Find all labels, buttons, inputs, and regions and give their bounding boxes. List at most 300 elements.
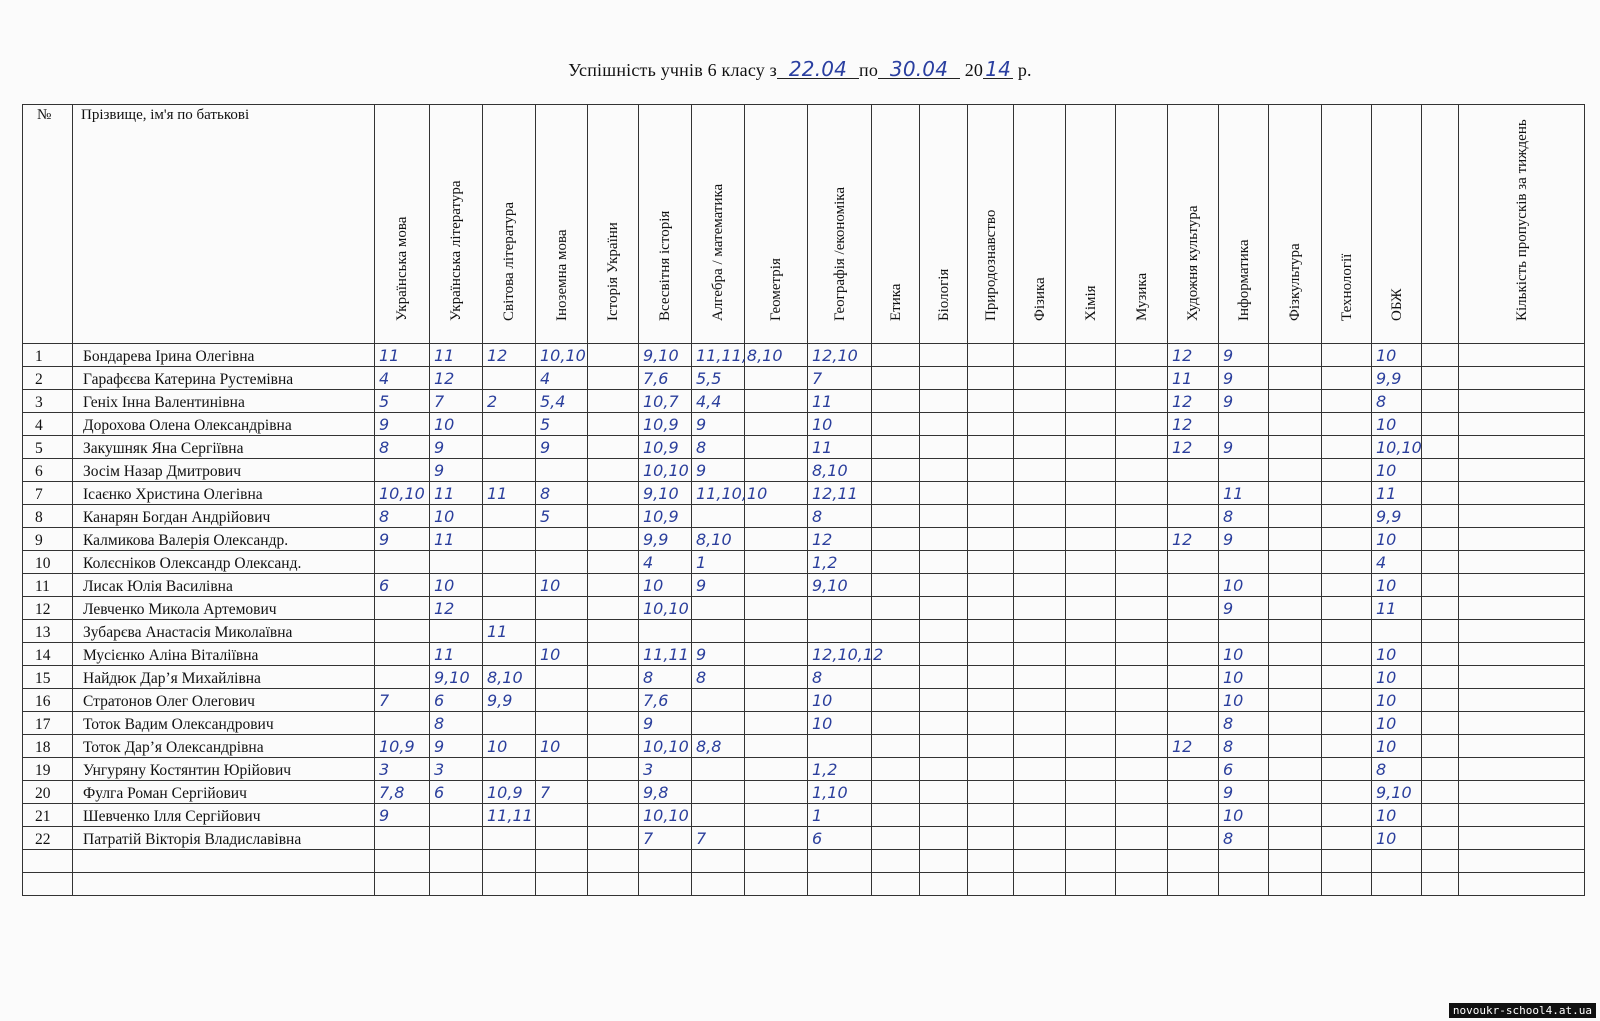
grade-cell (692, 505, 745, 528)
grade-cell: 12 (430, 367, 483, 390)
grade-cell (588, 344, 639, 367)
grade-cell (872, 850, 920, 873)
grade-cell (1322, 781, 1372, 804)
grade-cell: 8 (430, 712, 483, 735)
grade-cell (1219, 413, 1269, 436)
student-name: Геніх Інна Валентинівна (73, 390, 375, 413)
grade-cell (872, 781, 920, 804)
grade-cell (968, 551, 1014, 574)
grade-cell (1422, 689, 1459, 712)
grade-cell: 10,10 (639, 597, 692, 620)
grade-cell (968, 873, 1014, 896)
grade-cell (375, 850, 430, 873)
grade-cell (1322, 390, 1372, 413)
grade-cell (1459, 505, 1585, 528)
grade-cell: 5,5 (692, 367, 745, 390)
grade-cell (588, 712, 639, 735)
grade-cell: 10 (1219, 574, 1269, 597)
header-subject (745, 105, 808, 344)
grade-cell (1322, 712, 1372, 735)
grade-cell: 12 (1168, 413, 1219, 436)
grade-cell: 9 (1219, 344, 1269, 367)
grade-cell: 11,11,8,10 (692, 344, 745, 367)
grade-cell (1422, 459, 1459, 482)
grade-cell (430, 804, 483, 827)
grade-cell (588, 689, 639, 712)
header-subject (1219, 105, 1269, 344)
grade-cell (483, 643, 536, 666)
grade-cell (1014, 413, 1066, 436)
grade-cell: 12 (483, 344, 536, 367)
grade-cell (920, 413, 968, 436)
grade-cell: 11,11 (483, 804, 536, 827)
grade-cell (1168, 804, 1219, 827)
grade-cell (872, 666, 920, 689)
title-suffix: р. (1017, 60, 1032, 80)
grade-cell (1014, 735, 1066, 758)
row-number (23, 873, 73, 896)
grade-cell: 11 (430, 643, 483, 666)
grade-cell: 10,9 (375, 735, 430, 758)
grade-cell (483, 413, 536, 436)
header-subject (872, 105, 920, 344)
table-row (23, 643, 1585, 666)
grade-cell (1422, 712, 1459, 735)
grade-cell (430, 827, 483, 850)
grade-cell (536, 758, 588, 781)
grade-cell (430, 620, 483, 643)
grade-cell (968, 413, 1014, 436)
header-subject (920, 105, 968, 344)
grade-cell (1422, 413, 1459, 436)
student-name: Дорохова Олена Олександрівна (73, 413, 375, 436)
grade-cell (1322, 620, 1372, 643)
grade-cell (536, 666, 588, 689)
grade-cell (1116, 666, 1168, 689)
grade-cell (1066, 390, 1116, 413)
grade-cell: 9 (430, 735, 483, 758)
grade-cell (1322, 367, 1372, 390)
grade-cell (1459, 528, 1585, 551)
grade-cell (920, 344, 968, 367)
grade-cell (1168, 873, 1219, 896)
grade-cell (808, 735, 872, 758)
grade-cell (745, 413, 808, 436)
grade-cell (968, 643, 1014, 666)
grade-cell: 12 (1168, 528, 1219, 551)
grade-cell (588, 827, 639, 850)
grade-cell (1422, 850, 1459, 873)
grade-cell: 8 (639, 666, 692, 689)
grade-cell (1116, 643, 1168, 666)
grade-cell (808, 850, 872, 873)
grade-cell (1116, 827, 1168, 850)
grade-cell: 10 (536, 574, 588, 597)
grade-cell (745, 436, 808, 459)
student-name: Унгуряну Костянтин Юрійович (73, 758, 375, 781)
grade-cell (1014, 505, 1066, 528)
header-subject (1066, 105, 1116, 344)
row-number: 14 (23, 643, 73, 666)
grade-cell: 5 (375, 390, 430, 413)
grade-cell (745, 574, 808, 597)
grade-cell (1014, 827, 1066, 850)
subject-label: Кількість пропусків за тиждень (1513, 119, 1530, 321)
grade-cell: 9,9 (639, 528, 692, 551)
grade-cell (588, 597, 639, 620)
header-subject (375, 105, 430, 344)
grade-cell: 9 (430, 436, 483, 459)
subject-label: Технології (1338, 253, 1355, 321)
grade-cell: 12 (808, 528, 872, 551)
grade-cell (1322, 436, 1372, 459)
grade-cell: 11 (430, 482, 483, 505)
grade-cell: 8 (1372, 758, 1422, 781)
grade-cell: 10 (430, 505, 483, 528)
grade-cell (1269, 758, 1322, 781)
table-row (23, 505, 1585, 528)
grade-cell (808, 620, 872, 643)
grade-cell: 8,8 (692, 735, 745, 758)
grade-cell (1014, 482, 1066, 505)
grade-cell (1459, 482, 1585, 505)
grade-cell (692, 804, 745, 827)
grade-cell (920, 781, 968, 804)
grade-cell (1459, 597, 1585, 620)
grade-cell (1459, 551, 1585, 574)
grade-cell: 7 (375, 689, 430, 712)
grade-cell (872, 551, 920, 574)
grade-cell (1459, 850, 1585, 873)
grade-cell (1168, 620, 1219, 643)
grade-cell: 3 (375, 758, 430, 781)
grade-cell: 9 (692, 574, 745, 597)
grade-cell (1269, 459, 1322, 482)
subject-label: Музика (1133, 272, 1150, 321)
grade-cell (588, 482, 639, 505)
grade-cell (968, 689, 1014, 712)
grade-cell (1269, 367, 1322, 390)
grade-cell: 6 (1219, 758, 1269, 781)
grade-cell (1116, 459, 1168, 482)
subject-label: ОБЖ (1388, 288, 1405, 321)
grade-cell (920, 712, 968, 735)
grade-cell (1459, 689, 1585, 712)
grade-cell (1269, 482, 1322, 505)
grade-cell (430, 850, 483, 873)
grade-cell: 9 (1219, 367, 1269, 390)
grade-cell (920, 436, 968, 459)
grade-cell (1459, 574, 1585, 597)
grade-cell: 9,10 (430, 666, 483, 689)
grade-cell (920, 643, 968, 666)
grade-cell (1459, 459, 1585, 482)
student-name: Зубарєва Анастасія Миколаївна (73, 620, 375, 643)
grade-cell: 8 (536, 482, 588, 505)
grade-cell: 10 (1372, 413, 1422, 436)
subject-label: Природознавство (982, 209, 999, 321)
header-subject (808, 105, 872, 344)
grade-cell: 10 (483, 735, 536, 758)
grade-cell (1459, 712, 1585, 735)
grade-cell (588, 459, 639, 482)
grade-cell (872, 827, 920, 850)
grade-cell (968, 528, 1014, 551)
grade-cell (920, 528, 968, 551)
grade-cell (1168, 781, 1219, 804)
site-watermark: novoukr-school4.at.ua (1449, 1003, 1596, 1018)
grade-cell (1066, 620, 1116, 643)
table-row (23, 390, 1585, 413)
grade-cell (968, 850, 1014, 873)
grade-cell (1168, 597, 1219, 620)
grade-cell (1168, 689, 1219, 712)
grade-cell: 10 (1372, 804, 1422, 827)
row-number: 22 (23, 827, 73, 850)
table-row (23, 574, 1585, 597)
student-name: Калмикова Валерія Олександр. (73, 528, 375, 551)
grade-cell (483, 436, 536, 459)
grade-cell: 8 (808, 666, 872, 689)
grade-cell (1422, 781, 1459, 804)
grade-cell (1066, 850, 1116, 873)
table-row (23, 850, 1585, 873)
grade-cell (1269, 620, 1322, 643)
student-name: Зосім Назар Дмитрович (73, 459, 375, 482)
grade-cell: 9 (536, 436, 588, 459)
grade-cell (1422, 390, 1459, 413)
grade-cell (872, 413, 920, 436)
grade-cell (1066, 804, 1116, 827)
grade-cell (968, 344, 1014, 367)
grade-cell (1459, 758, 1585, 781)
row-number: 9 (23, 528, 73, 551)
grade-cell: 8 (1372, 390, 1422, 413)
grade-cell (1066, 758, 1116, 781)
grade-cell: 10 (1372, 712, 1422, 735)
grade-cell (1269, 505, 1322, 528)
grade-cell (1422, 597, 1459, 620)
grade-cell (692, 873, 745, 896)
grade-cell (1014, 367, 1066, 390)
grade-cell (536, 873, 588, 896)
header-subject (536, 105, 588, 344)
grade-cell: 9,9 (483, 689, 536, 712)
grade-cell: 7 (692, 827, 745, 850)
grade-cell (1116, 390, 1168, 413)
grade-cell (536, 459, 588, 482)
grade-cell (920, 804, 968, 827)
grade-cell: 10,9 (639, 436, 692, 459)
grade-cell (872, 758, 920, 781)
grade-cell (1422, 574, 1459, 597)
grade-cell (1066, 413, 1116, 436)
student-name: Фулга Роман Сергійович (73, 781, 375, 804)
grade-cell: 8,10 (808, 459, 872, 482)
table-row (23, 827, 1585, 850)
student-name: Шевченко Ілля Сергійович (73, 804, 375, 827)
grade-cell (588, 505, 639, 528)
grade-cell (745, 804, 808, 827)
grade-cell (872, 367, 920, 390)
grade-cell (1116, 551, 1168, 574)
grade-cell: 11 (1219, 482, 1269, 505)
grade-cell: 7 (808, 367, 872, 390)
header-subject (1269, 105, 1322, 344)
row-number: 16 (23, 689, 73, 712)
grade-cell (1168, 758, 1219, 781)
grade-cell: 4,4 (692, 390, 745, 413)
grade-cell (1014, 620, 1066, 643)
grade-cell: 2 (483, 390, 536, 413)
grade-cell (536, 689, 588, 712)
grade-cell (968, 597, 1014, 620)
grade-cell (375, 597, 430, 620)
grade-cell (1168, 459, 1219, 482)
grade-cell (1422, 344, 1459, 367)
grade-cell: 11 (1372, 482, 1422, 505)
grade-cell (745, 781, 808, 804)
grade-cell (1459, 620, 1585, 643)
grade-cell (1372, 620, 1422, 643)
grade-cell (745, 643, 808, 666)
grade-cell: 6 (430, 781, 483, 804)
grade-cell: 10 (430, 413, 483, 436)
grade-cell (1322, 344, 1372, 367)
student-name: Мусієнко Аліна Віталіївна (73, 643, 375, 666)
grade-cell (588, 413, 639, 436)
grade-cell (1116, 873, 1168, 896)
student-name: Левченко Микола Артемович (73, 597, 375, 620)
student-name (73, 873, 375, 896)
grade-cell (1014, 574, 1066, 597)
grade-cell (1014, 643, 1066, 666)
grade-cell: 10,10 (639, 735, 692, 758)
grade-cell (536, 551, 588, 574)
grade-cell: 11 (375, 344, 430, 367)
date-to: 30.04 (878, 60, 960, 79)
header-subject (639, 105, 692, 344)
student-name: Лисак Юлія Василівна (73, 574, 375, 597)
grade-cell (968, 390, 1014, 413)
grade-cell: 11 (483, 620, 536, 643)
grade-cell: 12,11 (808, 482, 872, 505)
grade-cell: 7,6 (639, 367, 692, 390)
grade-cell (968, 781, 1014, 804)
grade-cell: 5,4 (536, 390, 588, 413)
grade-cell (1066, 781, 1116, 804)
grade-cell: 11 (808, 436, 872, 459)
grade-cell (1322, 689, 1372, 712)
grade-cell (1269, 344, 1322, 367)
grade-cell (1459, 436, 1585, 459)
grade-cell (1459, 344, 1585, 367)
row-number: 18 (23, 735, 73, 758)
grade-cell: 10 (1372, 344, 1422, 367)
grade-cell (1322, 459, 1372, 482)
date-from: 22.04 (777, 60, 859, 79)
grade-cell: 10 (808, 712, 872, 735)
grade-cell (588, 804, 639, 827)
grade-cell (1066, 689, 1116, 712)
grade-cell (536, 712, 588, 735)
table-row (23, 551, 1585, 574)
grade-cell (1322, 551, 1372, 574)
row-number: 11 (23, 574, 73, 597)
page-title (0, 57, 1600, 81)
grade-cell (639, 850, 692, 873)
grade-cell (588, 873, 639, 896)
table-row (23, 436, 1585, 459)
grade-cell: 10,9 (483, 781, 536, 804)
grade-cell (1219, 551, 1269, 574)
grade-cell (1116, 804, 1168, 827)
grade-cell (1219, 850, 1269, 873)
header-subject (1168, 105, 1219, 344)
grade-cell (483, 850, 536, 873)
grade-cell (1459, 643, 1585, 666)
grade-cell (1066, 551, 1116, 574)
grade-cell: 10,9 (639, 413, 692, 436)
grade-cell (808, 597, 872, 620)
grade-cell (483, 873, 536, 896)
grade-cell (588, 781, 639, 804)
grade-cell: 9 (430, 459, 483, 482)
grade-cell (1014, 551, 1066, 574)
grade-cell (692, 781, 745, 804)
grade-cell (1014, 666, 1066, 689)
grade-cell (745, 459, 808, 482)
grade-cell (1116, 528, 1168, 551)
table-row (23, 873, 1585, 896)
grade-cell (1168, 712, 1219, 735)
grade-cell (872, 390, 920, 413)
student-name (73, 850, 375, 873)
subject-label: Всесвітня історія (657, 210, 673, 321)
grade-cell: 10 (1219, 804, 1269, 827)
grade-cell (968, 620, 1014, 643)
grade-cell (745, 528, 808, 551)
grade-cell (639, 873, 692, 896)
grade-cell: 6 (430, 689, 483, 712)
grade-cell (968, 367, 1014, 390)
grade-cell: 11,11 (639, 643, 692, 666)
grade-cell (1269, 781, 1322, 804)
grade-cell: 10,10 (639, 459, 692, 482)
grade-cell (872, 459, 920, 482)
grade-cell (745, 689, 808, 712)
grade-cell: 7 (536, 781, 588, 804)
subject-label: Біологія (935, 268, 952, 321)
grade-cell (1116, 735, 1168, 758)
grade-cell (588, 528, 639, 551)
grade-cell (692, 620, 745, 643)
grade-cell: 10 (1372, 735, 1422, 758)
grade-cell (375, 712, 430, 735)
grade-cell (692, 850, 745, 873)
row-number: 6 (23, 459, 73, 482)
grade-cell: 10 (1372, 459, 1422, 482)
grade-cell (483, 758, 536, 781)
grade-cell (1269, 827, 1322, 850)
grade-cell (920, 597, 968, 620)
grade-cell (1219, 459, 1269, 482)
grade-cell (920, 735, 968, 758)
grade-cell (588, 850, 639, 873)
grade-cell (1168, 505, 1219, 528)
grade-cell (1269, 643, 1322, 666)
table-row (23, 344, 1585, 367)
